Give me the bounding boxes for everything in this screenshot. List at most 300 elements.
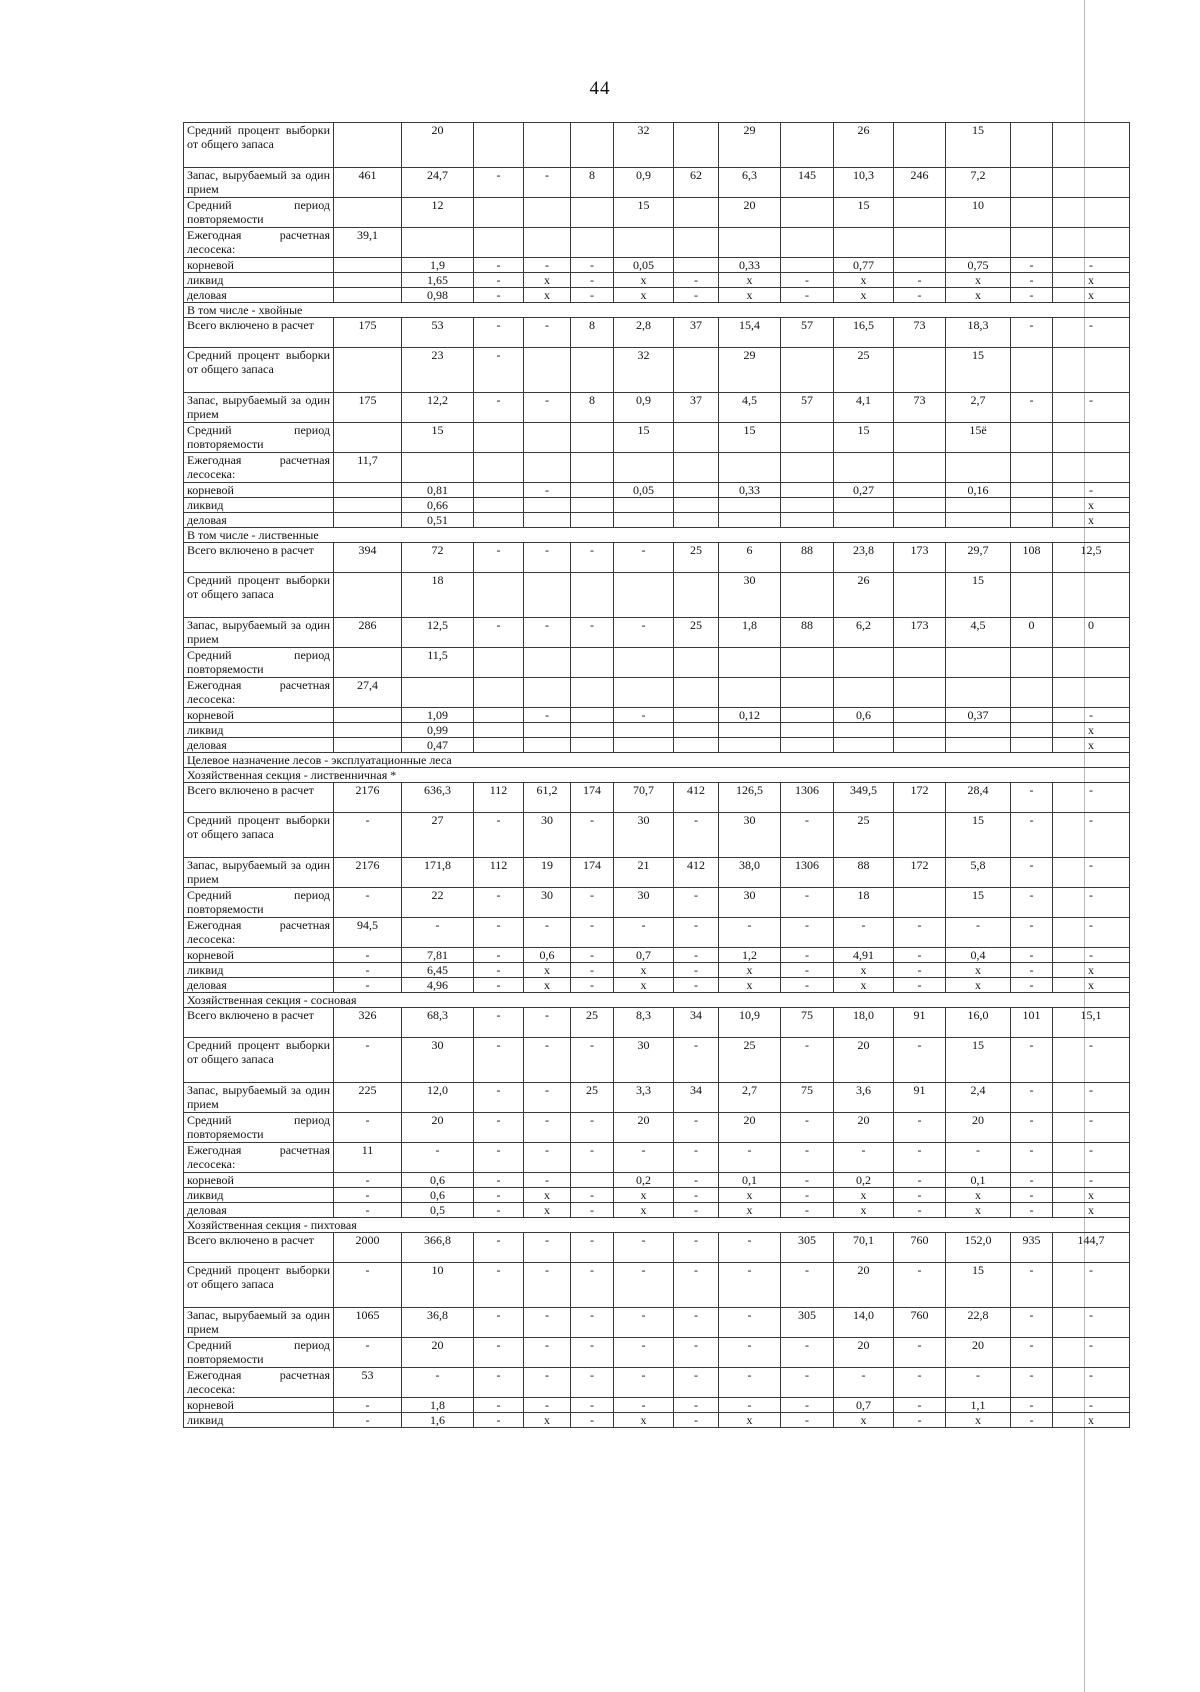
table-cell (524, 228, 571, 258)
table-cell: - (1011, 978, 1053, 993)
table-cell: 305 (781, 1233, 834, 1263)
table-cell: - (474, 918, 524, 948)
row-label: Средний процент выборки от общего запаса (184, 1263, 334, 1308)
table-cell: - (1011, 963, 1053, 978)
table-cell: - (474, 1413, 524, 1428)
table-cell (719, 738, 781, 753)
table-cell: 0 (1011, 618, 1053, 648)
table-cell: - (334, 978, 402, 993)
table-cell (571, 453, 614, 483)
table-row (184, 453, 1130, 483)
table-cell: - (1011, 1413, 1053, 1428)
table-cell: - (781, 948, 834, 963)
table-cell: 4,96 (402, 978, 474, 993)
table-cell (614, 513, 674, 528)
table-cell (894, 723, 946, 738)
table-cell: - (894, 1338, 946, 1368)
table-cell (334, 423, 402, 453)
table-row (184, 288, 1130, 303)
table-cell (894, 573, 946, 618)
table-cell: 0,27 (834, 483, 894, 498)
table-cell (1011, 513, 1053, 528)
table-cell: 0,81 (402, 483, 474, 498)
table-cell: - (674, 1173, 719, 1188)
table-cell (614, 498, 674, 513)
table-cell (571, 708, 614, 723)
table-cell (781, 348, 834, 393)
table-cell: 32 (614, 123, 674, 168)
table-cell (674, 423, 719, 453)
table-cell: x (719, 978, 781, 993)
row-label: корневой (184, 1173, 334, 1188)
table-cell: - (674, 813, 719, 858)
table-cell: - (402, 918, 474, 948)
table-cell: 935 (1011, 1233, 1053, 1263)
section-title: Хозяйственная секция - сосновая (184, 993, 1130, 1008)
table-cell (571, 348, 614, 393)
table-cell: x (834, 288, 894, 303)
table-cell: 0,12 (719, 708, 781, 723)
table-row (184, 1188, 1130, 1203)
table-cell: - (474, 393, 524, 423)
table-cell: 144,7 (1053, 1233, 1130, 1263)
table-cell: 1306 (781, 858, 834, 888)
table-cell: - (524, 1263, 571, 1308)
section-title: В том числе - лиственные (184, 528, 1130, 543)
table-cell (1011, 483, 1053, 498)
table-cell: - (674, 1113, 719, 1143)
table-cell: - (334, 1413, 402, 1428)
table-row (184, 1173, 1130, 1188)
table-row (184, 978, 1130, 993)
table-cell: 412 (674, 858, 719, 888)
table-cell: 3,6 (834, 1083, 894, 1113)
table-cell: 88 (781, 618, 834, 648)
table-cell (1053, 348, 1130, 393)
table-cell: 16,0 (946, 1008, 1011, 1038)
table-row (184, 1083, 1130, 1113)
table-cell (1011, 453, 1053, 483)
table-cell (524, 513, 571, 528)
row-label: корневой (184, 708, 334, 723)
table-cell (834, 678, 894, 708)
table-cell: x (946, 1188, 1011, 1203)
table-cell: - (1011, 288, 1053, 303)
table-cell: 6,45 (402, 963, 474, 978)
table-row (184, 963, 1130, 978)
table-cell (674, 453, 719, 483)
table-cell: - (674, 1398, 719, 1413)
table-cell: 0,77 (834, 258, 894, 273)
table-cell: - (781, 963, 834, 978)
table-cell (614, 228, 674, 258)
table-cell: 20 (834, 1113, 894, 1143)
table-cell: 15 (402, 423, 474, 453)
table-cell: x (946, 273, 1011, 288)
table-cell: x (524, 1203, 571, 1218)
table-cell: 0,9 (614, 168, 674, 198)
section-title: Хозяйственная секция - лиственничная * (184, 768, 1130, 783)
table-cell: 10,9 (719, 1008, 781, 1038)
table-cell: - (781, 1203, 834, 1218)
table-cell: - (571, 273, 614, 288)
table-row (184, 348, 1130, 393)
table-cell (781, 723, 834, 738)
table-cell: 0,37 (946, 708, 1011, 723)
table-cell: - (524, 483, 571, 498)
table-cell (781, 228, 834, 258)
table-cell: 20 (719, 198, 781, 228)
table-cell (1011, 348, 1053, 393)
table-cell: - (674, 1368, 719, 1398)
table-cell: 4,91 (834, 948, 894, 963)
table-cell: - (474, 168, 524, 198)
table-cell: 1,2 (719, 948, 781, 963)
table-cell: - (571, 1203, 614, 1218)
table-cell (614, 648, 674, 678)
table-cell: - (674, 1038, 719, 1083)
table-cell (334, 258, 402, 273)
table-cell: - (1011, 783, 1053, 813)
table-cell: 173 (894, 543, 946, 573)
table-cell: 7,2 (946, 168, 1011, 198)
table-row (184, 1203, 1130, 1218)
table-cell: - (474, 948, 524, 963)
table-cell: - (834, 918, 894, 948)
table-cell: 37 (674, 393, 719, 423)
table-cell: - (719, 1308, 781, 1338)
table-cell (719, 723, 781, 738)
table-cell: 11,7 (334, 453, 402, 483)
table-cell: 8 (571, 393, 614, 423)
table-cell: - (614, 1338, 674, 1368)
table-cell (894, 228, 946, 258)
table-cell: 0,6 (524, 948, 571, 963)
table-cell (571, 513, 614, 528)
table-cell: 0,98 (402, 288, 474, 303)
table-cell (834, 738, 894, 753)
table-cell (1053, 678, 1130, 708)
table-cell: - (402, 1143, 474, 1173)
table-row (184, 738, 1130, 753)
table-cell: - (1053, 813, 1130, 858)
table-cell: - (674, 978, 719, 993)
table-cell: - (946, 1368, 1011, 1398)
table-cell: 171,8 (402, 858, 474, 888)
table-cell: 15,1 (1053, 1008, 1130, 1038)
table-cell: x (1053, 498, 1130, 513)
table-cell: - (524, 918, 571, 948)
table-cell: 91 (894, 1083, 946, 1113)
table-cell (674, 738, 719, 753)
row-label: Средний период повторяемости (184, 648, 334, 678)
table-cell (894, 513, 946, 528)
table-cell: x (1053, 1188, 1130, 1203)
table-cell: x (946, 1203, 1011, 1218)
table-cell: - (334, 888, 402, 918)
table-cell: - (474, 813, 524, 858)
table-cell: - (1053, 318, 1130, 348)
table-cell (524, 648, 571, 678)
table-cell: 53 (334, 1368, 402, 1398)
table-cell (894, 498, 946, 513)
table-cell: - (334, 1038, 402, 1083)
table-cell: - (524, 393, 571, 423)
table-row (184, 123, 1130, 168)
table-cell: 12,5 (402, 618, 474, 648)
table-cell: 34 (674, 1083, 719, 1113)
table-cell (894, 123, 946, 168)
table-cell (334, 723, 402, 738)
table-cell: - (674, 1233, 719, 1263)
table-cell (674, 573, 719, 618)
table-cell (894, 483, 946, 498)
table-cell (334, 198, 402, 228)
table-cell: - (1053, 483, 1130, 498)
table-cell: - (1011, 1143, 1053, 1173)
table-cell (946, 723, 1011, 738)
table-cell (1011, 708, 1053, 723)
table-cell: 18,0 (834, 1008, 894, 1038)
table-cell (571, 423, 614, 453)
table-cell: 0,7 (834, 1398, 894, 1413)
table-cell: x (1053, 978, 1130, 993)
table-cell: - (1053, 1143, 1130, 1173)
table-cell (894, 453, 946, 483)
table-cell: - (614, 1263, 674, 1308)
table-cell: - (946, 918, 1011, 948)
table-cell: 1,65 (402, 273, 474, 288)
table-cell: x (614, 288, 674, 303)
table-cell: - (674, 1203, 719, 1218)
table-cell: 4,5 (946, 618, 1011, 648)
table-cell: - (674, 948, 719, 963)
row-label: Всего включено в расчет (184, 1008, 334, 1038)
table-cell: - (894, 1143, 946, 1173)
table-cell: - (474, 1263, 524, 1308)
table-row (184, 1338, 1130, 1368)
table-cell: - (1011, 1398, 1053, 1413)
table-cell: 0,6 (402, 1188, 474, 1203)
table-cell: - (571, 918, 614, 948)
table-cell: 112 (474, 858, 524, 888)
table-cell: 1,8 (719, 618, 781, 648)
table-cell (719, 498, 781, 513)
table-cell: - (571, 288, 614, 303)
table-cell: - (614, 1398, 674, 1413)
table-cell: 12,0 (402, 1083, 474, 1113)
section-header-row (184, 768, 1130, 783)
table-cell: x (1053, 1413, 1130, 1428)
table-cell: 15 (946, 348, 1011, 393)
table-cell (402, 678, 474, 708)
table-row (184, 1143, 1130, 1173)
table-cell: - (674, 1143, 719, 1173)
table-cell: x (524, 963, 571, 978)
table-cell: 2,8 (614, 318, 674, 348)
row-label: Средний период повторяемости (184, 888, 334, 918)
table-cell (524, 198, 571, 228)
table-cell: - (571, 1413, 614, 1428)
table-row (184, 1398, 1130, 1413)
table-cell: 23 (402, 348, 474, 393)
table-cell: - (1011, 1113, 1053, 1143)
row-label: деловая (184, 978, 334, 993)
table-cell: 112 (474, 783, 524, 813)
row-label: ликвид (184, 1188, 334, 1203)
table-cell: - (894, 1398, 946, 1413)
table-cell: 636,3 (402, 783, 474, 813)
table-cell (1011, 723, 1053, 738)
table-cell: - (334, 1398, 402, 1413)
table-cell: - (1053, 1038, 1130, 1083)
table-cell: - (674, 888, 719, 918)
table-cell: 326 (334, 1008, 402, 1038)
table-cell: - (474, 1173, 524, 1188)
table-cell: - (474, 348, 524, 393)
table-cell (402, 228, 474, 258)
row-label: Всего включено в расчет (184, 1233, 334, 1263)
table-cell: 1,6 (402, 1413, 474, 1428)
row-label: ликвид (184, 273, 334, 288)
table-cell: x (614, 1413, 674, 1428)
table-cell: - (614, 543, 674, 573)
table-cell (1011, 573, 1053, 618)
table-cell: 28,4 (946, 783, 1011, 813)
table-cell (946, 228, 1011, 258)
table-cell: - (524, 258, 571, 273)
table-cell: 12,5 (1053, 543, 1130, 573)
section-header-row (184, 303, 1130, 318)
table-cell: 305 (781, 1308, 834, 1338)
table-cell: - (334, 963, 402, 978)
table-cell: 172 (894, 858, 946, 888)
table-cell (334, 273, 402, 288)
table-cell: - (1053, 948, 1130, 963)
table-cell: - (474, 1368, 524, 1398)
table-cell: 37 (674, 318, 719, 348)
table-cell: 6 (719, 543, 781, 573)
table-cell: x (834, 1188, 894, 1203)
table-cell: 70,7 (614, 783, 674, 813)
table-cell: - (334, 1113, 402, 1143)
row-label: Всего включено в расчет (184, 318, 334, 348)
table-cell: - (571, 1143, 614, 1173)
table-row (184, 1263, 1130, 1308)
table-cell: 145 (781, 168, 834, 198)
table-cell: x (614, 963, 674, 978)
table-cell: 18 (402, 573, 474, 618)
table-cell (571, 498, 614, 513)
table-cell: 30 (719, 888, 781, 918)
table-cell: - (571, 258, 614, 273)
page-number: 44 (589, 78, 611, 99)
row-label: Всего включено в расчет (184, 543, 334, 573)
table-cell: 0,4 (946, 948, 1011, 963)
table-cell: 30 (614, 888, 674, 918)
table-cell: 32 (614, 348, 674, 393)
table-cell: - (334, 1203, 402, 1218)
table-cell: - (571, 543, 614, 573)
table-cell: - (474, 543, 524, 573)
table-cell: 173 (894, 618, 946, 648)
table-cell: 0,05 (614, 258, 674, 273)
table-cell: 11,5 (402, 648, 474, 678)
table-cell: - (781, 1038, 834, 1083)
table-cell: - (894, 948, 946, 963)
table-cell: 15 (946, 1263, 1011, 1308)
table-cell: 1,8 (402, 1398, 474, 1413)
table-cell: - (781, 1113, 834, 1143)
table-cell: 22,8 (946, 1308, 1011, 1338)
table-row (184, 858, 1130, 888)
table-cell: x (719, 288, 781, 303)
table-cell: 1306 (781, 783, 834, 813)
table-cell: 25 (571, 1008, 614, 1038)
table-cell: 88 (781, 543, 834, 573)
table-cell: - (474, 978, 524, 993)
table-cell (1011, 738, 1053, 753)
table-cell (834, 228, 894, 258)
table-cell: 0,6 (402, 1173, 474, 1188)
table-cell (474, 573, 524, 618)
table-cell: x (834, 978, 894, 993)
table-cell: - (894, 1263, 946, 1308)
table-cell (834, 498, 894, 513)
table-cell: - (334, 813, 402, 858)
row-label: Ежегодная расчетная лесосека: (184, 918, 334, 948)
table-row (184, 423, 1130, 453)
table-cell: 73 (894, 393, 946, 423)
table-cell: - (614, 918, 674, 948)
table-cell: - (781, 1413, 834, 1428)
table-cell: 20 (402, 1338, 474, 1368)
table-cell (1011, 168, 1053, 198)
table-cell: - (524, 318, 571, 348)
table-cell (474, 423, 524, 453)
table-cell: - (781, 1398, 834, 1413)
table-cell: 0,2 (834, 1173, 894, 1188)
table-cell: 6,2 (834, 618, 894, 648)
table-cell: 15 (946, 813, 1011, 858)
table-cell: x (834, 963, 894, 978)
table-row (184, 318, 1130, 348)
table-cell: - (1053, 1398, 1130, 1413)
table-cell: 19 (524, 858, 571, 888)
table-cell: - (474, 318, 524, 348)
section-title: Хозяйственная секция - пихтовая (184, 1218, 1130, 1233)
table-cell: 0,75 (946, 258, 1011, 273)
table-cell (614, 573, 674, 618)
table-cell (334, 648, 402, 678)
table-cell: - (474, 1008, 524, 1038)
table-cell: 15 (834, 423, 894, 453)
table-cell: - (894, 273, 946, 288)
table-cell: 30 (719, 813, 781, 858)
table-cell: - (524, 543, 571, 573)
table-cell: - (524, 1308, 571, 1338)
row-label: Средний период повторяемости (184, 198, 334, 228)
table-row (184, 498, 1130, 513)
table-cell: 11 (334, 1143, 402, 1173)
row-label: Средний процент выборки от общего запаса (184, 813, 334, 858)
table-cell: 0,51 (402, 513, 474, 528)
table-row (184, 1038, 1130, 1083)
table-cell: - (781, 288, 834, 303)
table-cell (334, 123, 402, 168)
table-cell: 2,7 (719, 1083, 781, 1113)
table-cell (894, 678, 946, 708)
